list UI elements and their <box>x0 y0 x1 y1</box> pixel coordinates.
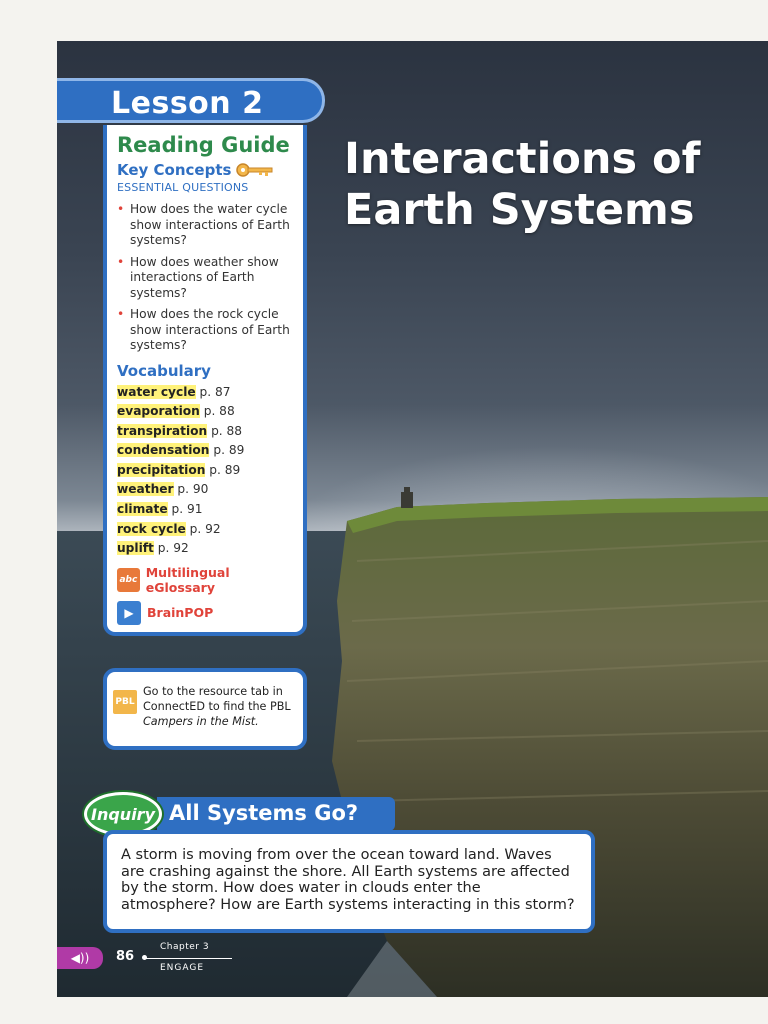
vocab-item <box>117 520 295 540</box>
question-item: • How does the water cycle show interactions of Earth systems? <box>117 202 295 249</box>
vocab-page: p. 87 <box>199 384 231 399</box>
vocab-term[interactable]: precipitation <box>117 462 206 477</box>
vocab-item <box>117 441 295 461</box>
inquiry-badge-label: Inquiry <box>91 804 155 824</box>
vocab-page: p. 91 <box>171 502 203 517</box>
vocab-item <box>117 461 295 481</box>
vocab-page: p. 88 <box>203 404 235 419</box>
inquiry-box <box>103 830 595 933</box>
vocab-term[interactable]: uplift <box>117 541 154 556</box>
pbl-project-title[interactable]: Campers in the Mist. <box>143 715 259 728</box>
pbl-badge: PBL <box>113 690 137 714</box>
lesson-title-line2: Earth Systems <box>344 185 695 235</box>
lesson-title-line1: Interactions of <box>344 134 701 184</box>
vocab-page: p. 89 <box>209 462 241 477</box>
lesson-title <box>344 134 764 236</box>
speaker-icon: ◀)) <box>70 951 90 965</box>
vocab-page: p. 88 <box>211 423 243 438</box>
vocab-page: p. 90 <box>177 482 209 497</box>
inquiry-heading: All Systems Go? <box>169 801 359 825</box>
vocabulary-heading: Vocabulary <box>117 361 211 380</box>
vocab-page: p. 92 <box>189 521 221 536</box>
question-item: • How does the rock cycle show interactions of Earth systems? <box>117 307 295 354</box>
essential-questions-label: ESSENTIAL QUESTIONS <box>117 181 249 194</box>
vocab-item <box>117 500 295 520</box>
reading-guide-heading: Reading Guide <box>117 133 290 157</box>
vocab-page: p. 89 <box>213 443 245 458</box>
vocab-term[interactable]: evaporation <box>117 404 200 419</box>
inquiry-body: A storm is moving from over the ocean toward land. Waves are crashing against the shore. All Earth systems are affected by the storm. How does water in clouds enter the atmosphere? How are Earth systems interacting in this storm? <box>121 847 575 913</box>
vocab-item <box>117 539 295 559</box>
key-concepts-label: Key Concepts <box>117 161 232 179</box>
chapter-label: Chapter 3 <box>160 942 210 952</box>
footer-divider <box>145 958 232 959</box>
textbook-page <box>57 41 768 997</box>
section-label: ENGAGE <box>160 963 205 973</box>
eglossary-link[interactable] <box>117 565 295 595</box>
vocab-item <box>117 402 295 422</box>
pbl-callout <box>103 668 307 750</box>
vocab-term[interactable]: weather <box>117 482 174 497</box>
reading-guide-panel <box>103 125 307 636</box>
vocab-term[interactable]: transpiration <box>117 423 208 438</box>
brainpop-link[interactable] <box>117 601 295 625</box>
vocab-item <box>117 422 295 442</box>
page-number: 86 <box>116 949 135 964</box>
play-icon: ▶ <box>117 601 141 625</box>
lesson-tab <box>57 78 325 123</box>
pbl-text-main: Go to the resource tab in ConnectED to find the PBL <box>143 685 291 713</box>
eglossary-icon: abc <box>117 568 140 592</box>
key-concepts-heading <box>117 161 295 179</box>
question-item: • How does weather show interactions of Earth systems? <box>117 255 295 302</box>
vocab-item <box>117 480 295 500</box>
audio-button[interactable] <box>57 947 103 969</box>
vocab-term[interactable]: climate <box>117 502 168 517</box>
brainpop-label: BrainPOP <box>147 605 214 621</box>
key-icon <box>235 162 275 178</box>
pbl-text <box>143 684 297 746</box>
eglossary-label: Multilingual eGlossary <box>145 564 230 595</box>
vocabulary-list <box>117 383 295 559</box>
essential-questions-list <box>117 202 295 354</box>
vocab-term[interactable]: rock cycle <box>117 521 186 536</box>
vocab-item <box>117 383 295 403</box>
inquiry-heading-bar <box>157 797 395 831</box>
vocab-term[interactable]: water cycle <box>117 384 196 399</box>
lesson-label: Lesson 2 <box>111 86 264 121</box>
vocab-page: p. 92 <box>157 541 189 556</box>
vocab-term[interactable]: condensation <box>117 443 210 458</box>
